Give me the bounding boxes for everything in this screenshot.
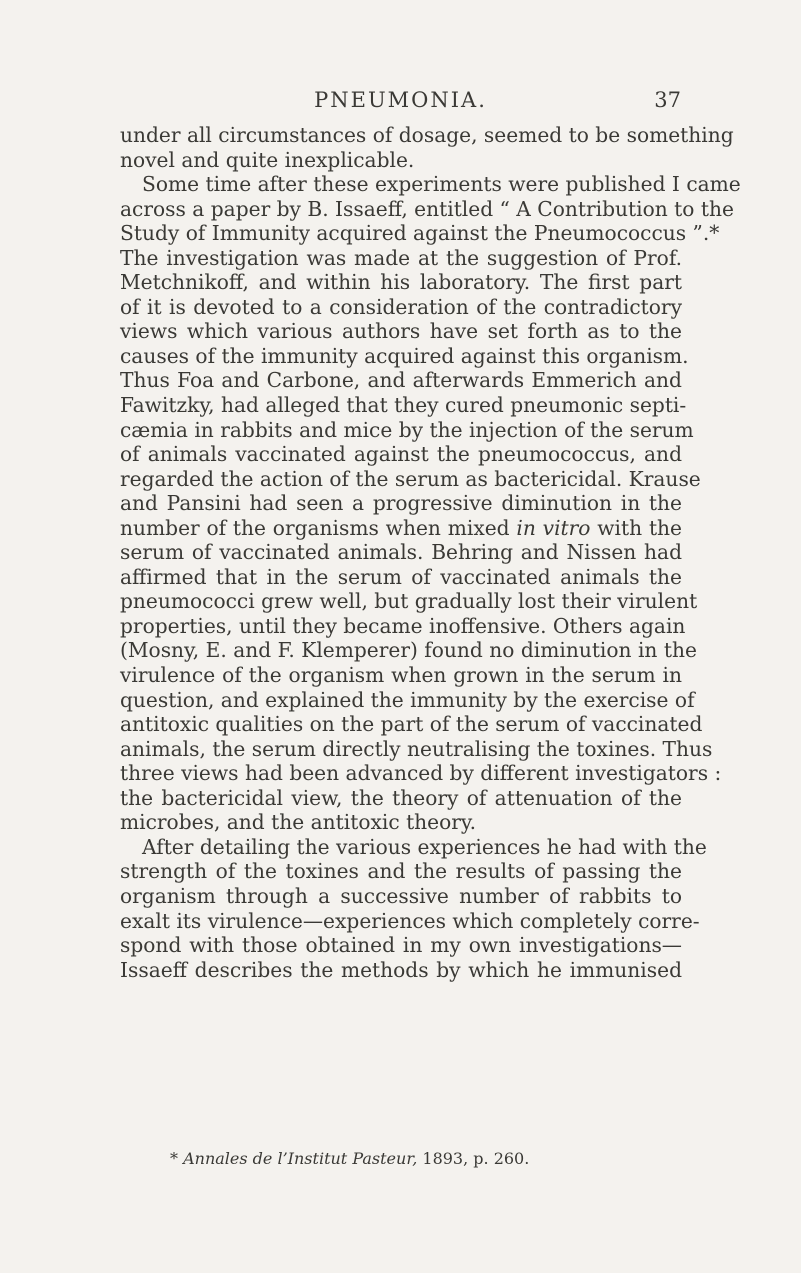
text-line: cæmia in rabbits and mice by the injection of the serum (120, 417, 694, 442)
text-line (120, 516, 682, 541)
text-line: The investigation was made at the suggestion of Prof. (120, 245, 682, 270)
text-line: Study of Immunity acquired against the Pneumococcus ”.* (120, 221, 720, 246)
text-line: strength of the toxines and the results of passing the (120, 859, 682, 884)
text-line: (Mosny, E. and F. Klemperer) found no diminution in the (120, 638, 697, 663)
text-line: animals, the serum directly neutralising the toxines. Thus (120, 736, 713, 761)
text-run: with the (590, 515, 683, 540)
running-title: PNEUMONIA. (314, 88, 487, 112)
text-line: Metchnikoff, and within his laboratory. The first part (120, 270, 682, 295)
text-line: three views had been advanced by different investigators : (120, 761, 722, 786)
text-line: spond with those obtained in my own investigations— (120, 933, 682, 958)
body-text (120, 123, 741, 982)
text-run: number of the organisms when mixed (120, 515, 517, 540)
text-line: serum of vaccinated animals. Behring and Nissen had (120, 540, 682, 565)
text-line: antitoxic qualities on the part of the serum of vaccinated (120, 712, 703, 737)
footnote (170, 1149, 529, 1168)
text-line: Issaeff describes the methods by which he immunised (120, 957, 682, 982)
footnote-detail: 1893, p. 260. (417, 1149, 530, 1168)
text-line: microbes, and the antitoxic theory. (120, 810, 477, 835)
text-line: question, and explained the immunity by the exercise of (120, 687, 695, 712)
text-line: pneumococci grew well, but gradually lost their virulent (120, 589, 698, 614)
text-line: Fawitzky, had alleged that they cured pneumonic septi- (120, 393, 687, 418)
text-line: Thus Foa and Carbone, and afterwards Emmerich and (120, 368, 682, 393)
text-line: organism through a successive number of rabbits to (120, 883, 682, 908)
italic-term: in vitro (516, 515, 591, 540)
text-line: of animals vaccinated against the pneumococcus, and (120, 442, 682, 467)
text-line: of it is devoted to a consideration of the contradictory (120, 294, 682, 319)
footnote-source: Annales de l’Institut Pasteur, (183, 1149, 418, 1168)
page-number: 37 (654, 88, 681, 112)
text-line: Some time after these experiments were published I came (142, 172, 741, 197)
text-line: views which various authors have set forth as to the (120, 319, 682, 344)
running-head (120, 88, 681, 118)
text-line: causes of the immunity acquired against this organism. (120, 343, 689, 368)
text-line: the bactericidal view, the theory of attenuation of the (120, 785, 682, 810)
text-line: across a paper by B. Issaeff, entitled “ A Contribution to the (120, 196, 734, 221)
text-line: novel and quite inexplicable. (120, 147, 415, 172)
footnote-marker: * (170, 1149, 184, 1168)
text-line: and Pansini had seen a progressive diminution in the (120, 491, 682, 516)
text-line: After detailing the various experiences he had with the (142, 834, 707, 859)
text-line: exalt its virulence—experiences which completely corre- (120, 908, 700, 933)
text-line: under all circumstances of dosage, seemed to be something (120, 123, 734, 147)
text-line: affirmed that in the serum of vaccinated animals the (120, 564, 682, 589)
text-line: properties, until they became inoffensive. Others again (120, 613, 686, 638)
text-line: virulence of the organism when grown in the serum in (120, 663, 682, 688)
text-line: regarded the action of the serum as bactericidal. Krause (120, 466, 701, 491)
